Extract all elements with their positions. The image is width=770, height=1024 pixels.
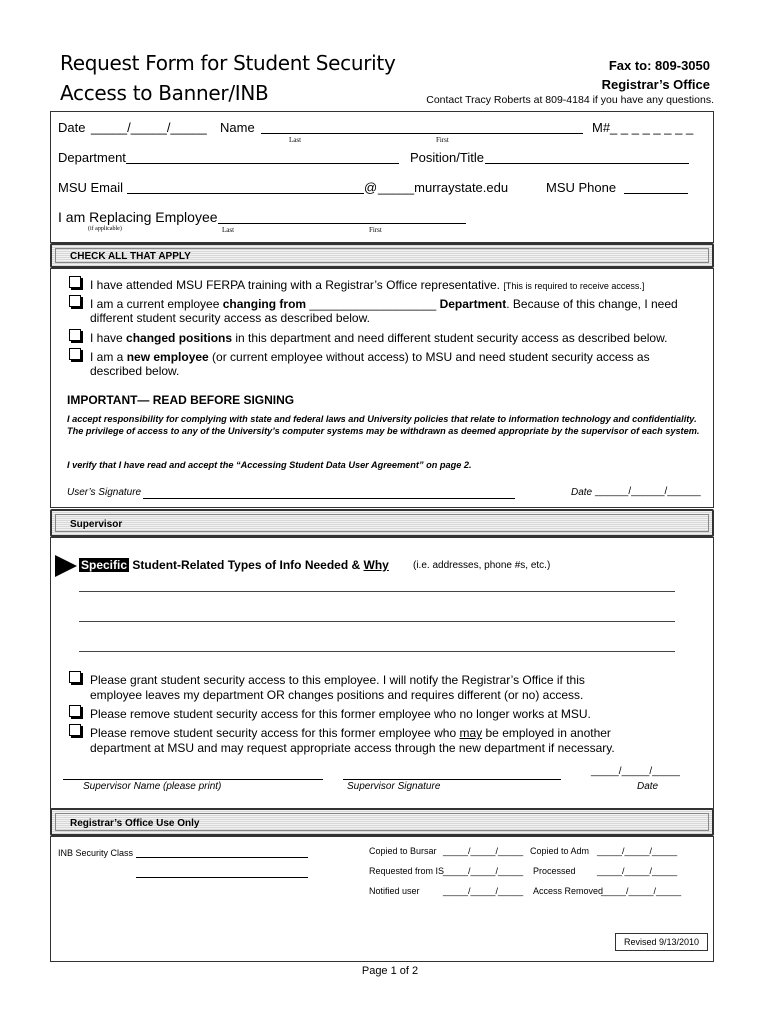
requested-is-label: Requested from IS: [369, 866, 445, 876]
supervisor-section: [50, 537, 714, 810]
changing-dept-item-line2: different student security access as described below.: [90, 311, 370, 325]
requested-is-date[interactable]: _____/_____/_____: [443, 866, 524, 876]
registrar-section: [50, 836, 714, 962]
revised-date: Revised 9/13/2010: [615, 933, 708, 951]
changed-positions-checkbox[interactable]: [69, 329, 81, 341]
access-removed-label: Access Removed: [533, 886, 604, 896]
name-label: Name: [220, 120, 255, 135]
contact-info: Contact Tracy Roberts at 809-4184 if you have any questions.: [426, 94, 714, 106]
remove-transfer-checkbox[interactable]: [69, 724, 81, 736]
inb-class-field-2[interactable]: [136, 877, 308, 878]
copied-adm-label: Copied to Adm: [530, 846, 590, 856]
info-line-1[interactable]: [79, 591, 675, 592]
inb-class-field-1[interactable]: [136, 857, 308, 858]
replacing-last-caption: Last: [222, 226, 235, 234]
changing-dept-checkbox[interactable]: [69, 295, 81, 307]
new-employee-item: I am a new employee (or current employee without access) to MSU and need student security access as: [90, 350, 650, 364]
info-line-3[interactable]: [79, 651, 675, 652]
replacing-field[interactable]: [218, 223, 466, 224]
grant-access-option-line2: employee leaves my department OR changes positions and requires different (or no) access.: [90, 688, 584, 702]
user-signature-field[interactable]: [143, 498, 515, 499]
remove-transfer-option-line2: department at MSU and may request appropriate access through the new department if necessary.: [90, 741, 615, 755]
changed-positions-item: I have changed positions in this department and need different student security access as described below.: [90, 331, 668, 345]
changing-dept-item: I am a current employee changing from ___________________ Department. Because of this change, I need: [90, 297, 678, 311]
processed-label: Processed: [533, 866, 576, 876]
check-all-label: CHECK ALL THAT APPLY: [70, 251, 191, 262]
email-field[interactable]: [127, 193, 364, 194]
page-number: Page 1 of 2: [361, 965, 419, 977]
department-field[interactable]: [126, 163, 399, 164]
grant-access-checkbox[interactable]: [69, 671, 81, 683]
registrar-band: [50, 808, 714, 836]
important-heading: IMPORTANT— READ BEFORE SIGNING: [67, 393, 295, 407]
title-line-1: Request Form for Student Security: [60, 51, 396, 75]
copied-bursar-label: Copied to Bursar: [369, 846, 437, 856]
new-employee-checkbox[interactable]: [69, 348, 81, 360]
email-at: @: [364, 180, 378, 195]
copied-bursar-date[interactable]: _____/_____/_____: [443, 846, 524, 856]
processed-date[interactable]: _____/_____/_____: [597, 866, 678, 876]
title-line-2: Access to Banner/INB: [60, 81, 269, 105]
ferpa-item: I have attended MSU FERPA training with a Registrar’s Office representative. [This is required to receive access.]: [90, 278, 645, 292]
user-date-field[interactable]: ______/______/______: [595, 486, 701, 497]
name-first-caption: First: [436, 136, 449, 144]
phone-label: MSU Phone: [546, 180, 617, 195]
supervisor-name-field[interactable]: [63, 779, 323, 780]
ferpa-checkbox[interactable]: [69, 276, 81, 288]
phone-field[interactable]: [624, 193, 688, 194]
info-examples: (i.e. addresses, phone #s, etc.): [413, 560, 551, 571]
supervisor-date-label: Date: [637, 781, 659, 792]
department-label: Department: [58, 150, 126, 165]
supervisor-name-label: Supervisor Name (please print): [83, 781, 222, 792]
registrar-label: Registrar’s Office Use Only: [70, 818, 200, 829]
page-title: [60, 48, 396, 108]
grant-access-option: Please grant student security access to this employee. I will notify the Registrar’s Office if this: [90, 673, 585, 687]
info-line-2[interactable]: [79, 621, 675, 622]
name-field[interactable]: [261, 133, 583, 134]
fax-number: Fax to: 809-3050: [608, 58, 710, 73]
user-signature-label: User’s Signature: [67, 487, 142, 498]
copied-adm-date[interactable]: _____/_____/_____: [597, 846, 678, 856]
supervisor-signature-label: Supervisor Signature: [347, 781, 441, 792]
access-removed-date[interactable]: _____/_____/_____: [601, 886, 682, 896]
remove-access-option: Please remove student security access for this former employee who no longer works at MSU.: [90, 707, 591, 721]
supervisor-band: [50, 509, 714, 537]
new-employee-item-line2: described below.: [90, 364, 180, 378]
user-date-label: Date: [571, 487, 593, 498]
info-needed-heading: Specific Student-Related Types of Info Needed & Why: [81, 558, 389, 572]
supervisor-date-field[interactable]: _____/_____/_____: [591, 766, 680, 777]
date-field[interactable]: _____/_____/_____: [91, 120, 207, 135]
email-domain: _____murraystate.edu: [378, 180, 509, 195]
position-field[interactable]: [485, 163, 689, 164]
supervisor-signature-field[interactable]: [343, 779, 561, 780]
check-all-band: [50, 243, 714, 268]
employee-info-section: [50, 111, 714, 243]
name-last-caption: Last: [289, 136, 302, 144]
responsibility-paragraph: I accept responsibility for complying with state and federal laws and University policies that relate to information technology and confidentiality. The privilege of access to any of the University’s computer systems may be withdrawn as deemed appropriate by the supervisor of each system.: [67, 414, 700, 436]
supervisor-label: Supervisor: [70, 519, 123, 530]
date-label: Date: [58, 120, 86, 135]
office-name: Registrar’s Office: [601, 77, 710, 92]
agreement-paragraph: I verify that I have read and accept the “Accessing Student Data User Agreement” on page 2.: [67, 460, 472, 470]
replacing-label: I am Replacing Employee: [58, 209, 218, 225]
m-number-field[interactable]: M#_ _ _ _ _ _ _ _: [592, 120, 694, 135]
replacing-first-caption: First: [369, 226, 382, 234]
notified-user-label: Notified user: [369, 886, 420, 896]
if-applicable: (if applicable): [88, 226, 122, 232]
inb-class-label: INB Security Class: [58, 848, 134, 858]
pointer-arrow-icon: [55, 555, 77, 577]
notified-user-date[interactable]: _____/_____/_____: [443, 886, 524, 896]
check-section: [50, 268, 714, 508]
position-label: Position/Title: [410, 150, 484, 165]
email-label: MSU Email: [58, 180, 124, 195]
remove-access-checkbox[interactable]: [69, 705, 81, 717]
remove-transfer-option: Please remove student security access for this former employee who may be employed in another: [90, 726, 611, 740]
